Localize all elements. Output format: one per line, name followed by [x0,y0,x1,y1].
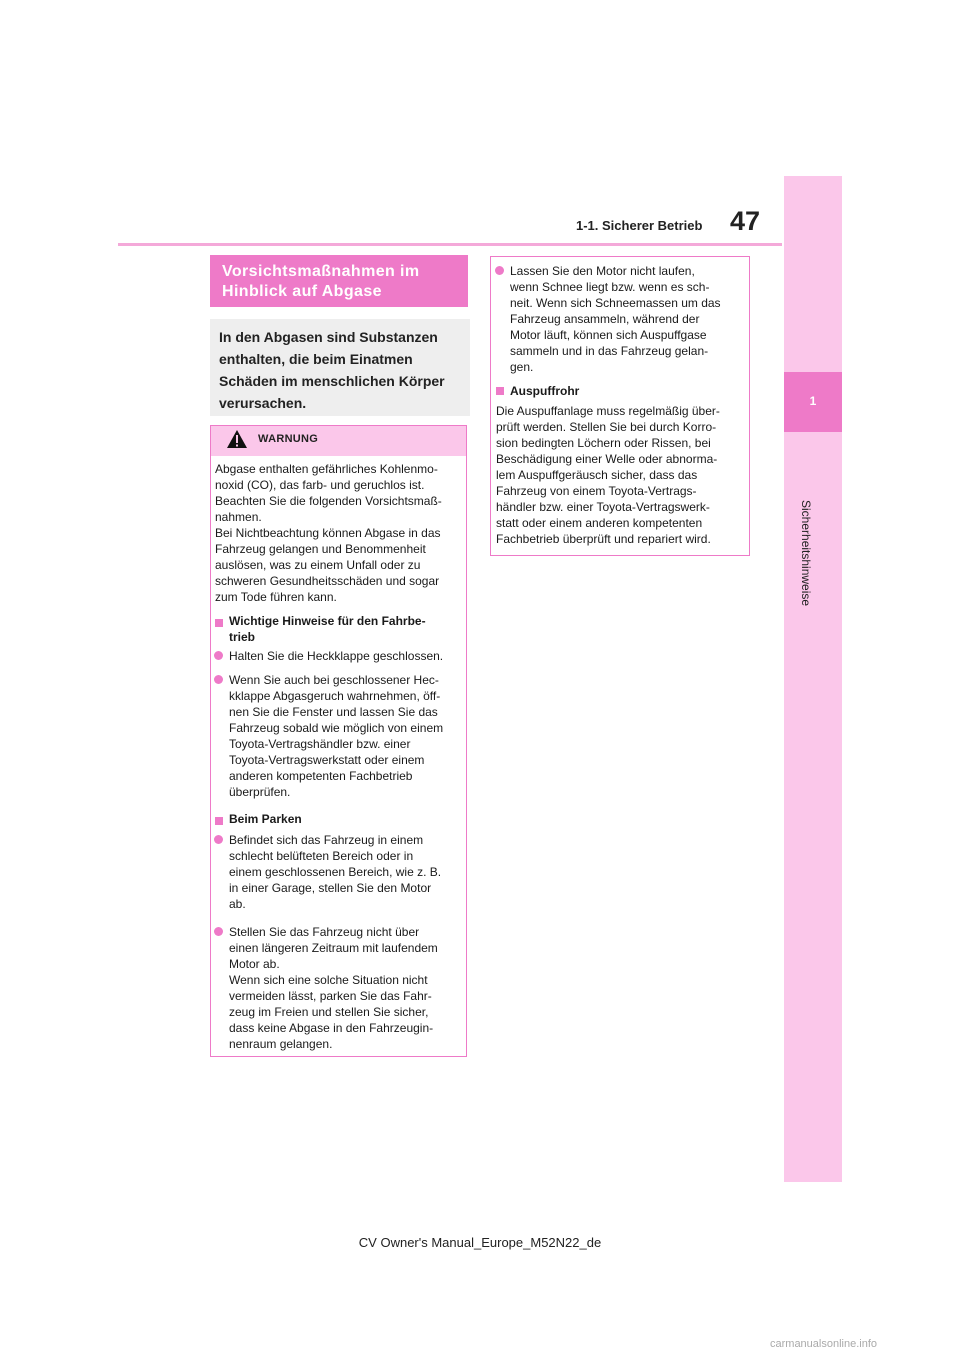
section-title: 1-1. Sicherer Betrieb [576,218,703,233]
subsection-title: Beim Parken [229,812,302,826]
warning-header [211,426,466,456]
square-bullet-icon [215,619,223,627]
list-item: Wenn Sie auch bei geschlossener Hec- kklappe Abgasgeruch wahrnehmen, öff- nen Sie die Fenster und lassen Sie das Fahrzeug sobald wie möglich von einem Toyota-Vertragshändler bzw. einer Toyota-Vertragswerkstatt oder einem anderen kompetenten Fachbetrieb überprüfen. [229,673,444,799]
intro-line: verursachen. [219,395,307,411]
header-rule [118,243,782,246]
subsection-title: Wichtige Hinweise für den Fahrbe- trieb [229,614,426,644]
intro-line: Schäden im menschlichen Körper [219,373,445,389]
round-bullet-icon [495,266,504,275]
warning-triangle-icon [226,429,248,449]
section-heading [222,262,462,302]
list-item: Stellen Sie das Fahrzeug nicht über einen längeren Zeitraum mit laufendem Motor ab. Wenn sich eine solche Situation nicht vermeiden lässt, parken Sie das Fahr- zeug im Freien und stellen Sie sicher, dass keine Abgase in den Fahrzeugin- nenraum gelangen. [229,925,438,1051]
warning-paragraph: Abgase enthalten gefährliches Kohlenmo- noxid (CO), das farb- und geruchlos ist. Beachten Sie die folgenden Vorsichtsmaß- nahmen. Bei Nichtbeachtung können Abgase in das Fahrzeug gelangen und Benommenheit auslösen, was zu einem Unfall oder zu schweren Gesundheitsschäden und sogar zum Tode führen kann. [215,462,442,604]
round-bullet-icon [214,835,223,844]
list-item: Halten Sie die Heckklappe geschlossen. [229,649,444,663]
intro-line: enthalten, die beim Einatmen [219,351,413,367]
chapter-label: Sicherheitshinweise [799,500,813,607]
subsection-title: Auspuffrohr [510,384,580,398]
section-heading-line: Hinblick auf Abgase [222,283,382,300]
list-item: Lassen Sie den Motor nicht laufen, wenn Schnee liegt bzw. wenn es sch- neit. Wenn sich Schneemassen um das Fahrzeug ansammeln, während der Motor läuft, können sich Auspuffgase sammeln und in das Fahrzeug gelan- gen. [510,264,721,374]
square-bullet-icon [215,817,223,825]
paragraph: Die Auspuffanlage muss regelmäßig über- prüft werden. Stellen Sie bei durch Korro- sion bedingten Löchern oder Rissen, bei Beschädigung einer Welle oder abnorma- lem Auspuffgeräusch sicher, dass das Fahrzeug von einem Toyota-Vertrags- händler bzw. einer Toyota-Vertragswerk- statt oder einem anderen kompetenten Fachbetrieb überprüft und repariert wird. [496,404,720,546]
watermark: carmanualsonline.info [770,1338,878,1350]
section-heading-line: Vorsichtsmaßnahmen im [222,263,420,280]
footer-text: CV Owner's Manual_Europe_M52N22_de [358,1235,602,1250]
square-bullet-icon [496,387,504,395]
chapter-number: 1 [809,394,817,408]
round-bullet-icon [214,675,223,684]
chapter-side-tab [784,176,842,1182]
intro-text [219,326,467,414]
round-bullet-icon [214,651,223,660]
list-item: Befindet sich das Fahrzeug in einem schlecht belüfteten Bereich oder in einem geschlossenen Bereich, wie z. B. in einer Garage, stellen Sie den Motor ab. [229,833,442,911]
round-bullet-icon [214,927,223,936]
warning-title: WARNUNG [258,433,319,445]
page-number: 47 [730,206,761,236]
intro-line: In den Abgasen sind Substanzen [219,329,438,345]
